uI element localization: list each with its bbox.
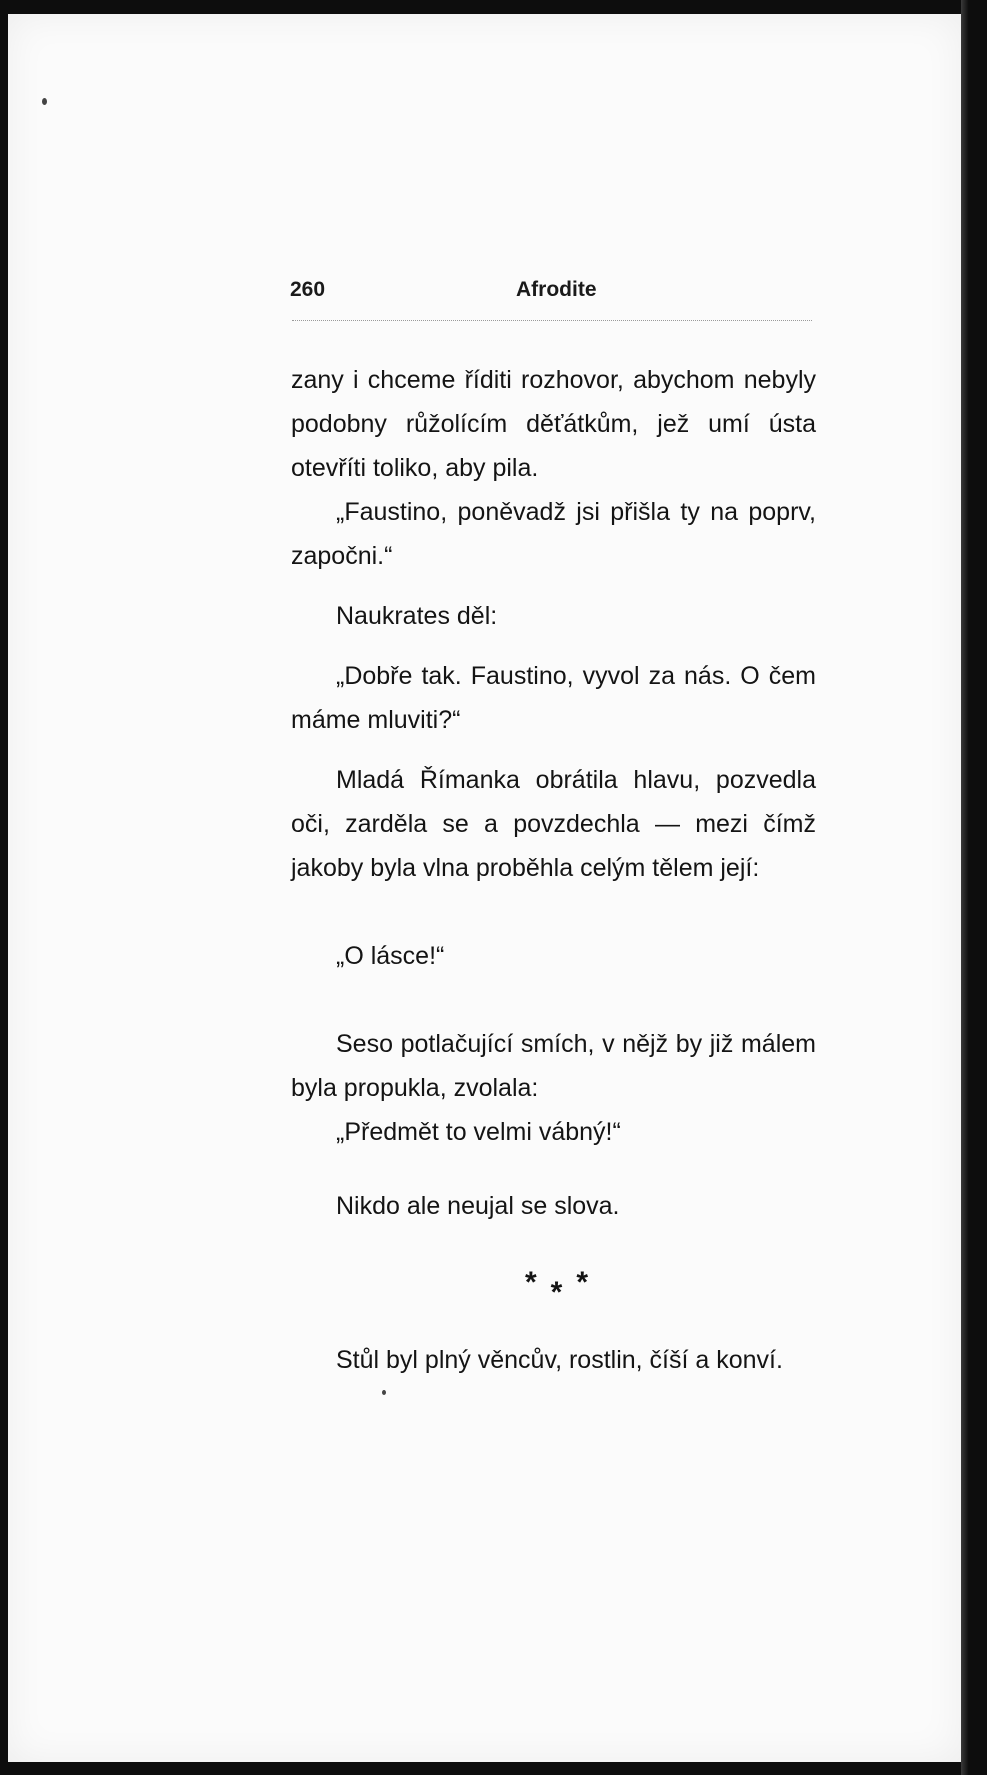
page-header [290,272,820,308]
body-text [291,358,816,1382]
section-break [291,1258,816,1308]
scan-speck [42,98,47,105]
header-rule [292,320,812,321]
page-edge [961,0,969,1775]
scan-speck [382,1390,386,1395]
paragraph: „Dobře tak. Faustino, vyvol za nás. O čem máme mluviti?“ [291,662,816,734]
paragraph: Nikdo ale neujal se slova. [336,1192,620,1220]
paragraph: Seso potlačující smích, v nějž by již málem byla propukla, zvolala: [291,1030,816,1102]
paragraph: Naukrates děl: [336,602,498,630]
paragraph: „Předmět to velmi vábný!“ [336,1118,621,1146]
page-number: 260 [290,278,326,301]
paragraph: zany i chceme říditi rozhovor, abychom nebyly podobny růžolícím děťátkům, jež umí ústa otevříti toliko, aby pila. [291,366,816,482]
asterisk: * [524,1266,551,1299]
paragraph: „Faustino, poněvadž jsi přišla ty na poprv, započni.“ [291,498,816,570]
asterisk: * [576,1266,603,1299]
paragraph: Stůl byl plný věncův, rostlin, číší a konví. [336,1346,783,1374]
asterisk: * [550,1276,577,1309]
paragraph: Mladá Římanka obrátila hlavu, pozvedla oči, zarděla se a povzdechla — mezi čímž jakoby byla vlna proběhla celým tělem její: [291,766,816,882]
paragraph: „O lásce!“ [336,942,445,970]
running-title: Afrodite [516,278,597,301]
